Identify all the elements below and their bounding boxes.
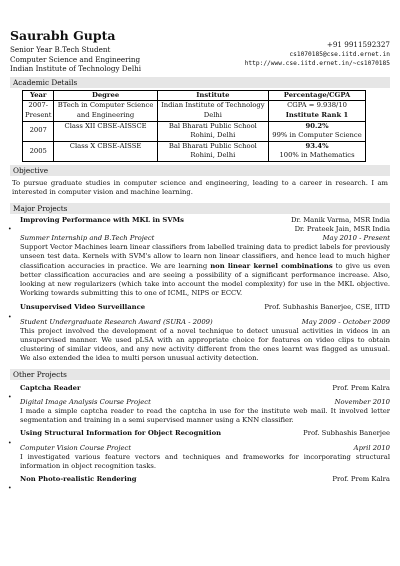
project-kind: Student Undergraduate Research Award (SURA - 2009) — [20, 317, 213, 326]
col-score: Percentage/CGPA — [269, 90, 366, 101]
objective-text: To pursue graduate studies in computer science and engineering, leading to a career in research. I am interested in computer vision and machine learning. — [12, 178, 388, 197]
table-header-row — [23, 90, 366, 101]
project-date: May 2010 - Present — [322, 233, 390, 242]
section-major-projects: Major Projects — [10, 203, 390, 214]
bullet-icon: • — [8, 313, 12, 321]
table-row — [23, 141, 366, 161]
project-advisor: Prof. Subhashis Banerjee — [303, 429, 390, 438]
cell-score: 90.2% 99% in Computer Science — [269, 121, 366, 141]
cell-year: 2007 — [23, 121, 54, 141]
cell-institute: Bal Bharati Public School Rohini, Delhi — [157, 121, 268, 141]
cell-year: 2005 — [23, 141, 54, 161]
project-kind: Computer Vision Course Project — [20, 443, 132, 452]
bullet-icon: • — [8, 225, 12, 233]
project-title: Unsupervised Video Surveillance — [20, 303, 146, 312]
project-captcha — [10, 384, 390, 426]
academic-table — [22, 90, 366, 162]
header-left — [10, 28, 141, 74]
project-date: April 2010 — [353, 443, 390, 452]
table-row — [23, 101, 366, 121]
project-kind: Digital Image Analysis Course Project — [20, 397, 151, 406]
project-advisor: Prof. Prem Kalra — [332, 383, 390, 392]
header-right — [245, 28, 390, 69]
col-degree: Degree — [54, 90, 157, 101]
website-link[interactable]: http://www.cse.iitd.ernet.in/~cs1070185 — [244, 60, 390, 68]
cell-degree: BTech in Computer Science and Engineering — [54, 101, 157, 121]
project-advisor: Prof. Subhashis Banerjee, CSE, IITD — [264, 303, 390, 312]
project-description: I investigated various feature vectors and techniques and frameworks for incorporating structural information in object recognition tasks. — [20, 452, 390, 470]
project-description: I made a simple captcha reader to read the captcha in use for the institute web mail. It involved letter segmentation and training in a semi supervised manner using a KNN classifier. — [20, 406, 390, 425]
project-description: This project involved the development of a novel technique to detect unusual activities in videos in an unsupervised manner. We used pLSA with an appropriate choice for features on video clips to obtain clustering of similar videos, and any new activity different from the ones learnt was flagged as unusual. We also extended the idea to multi person unusual activity detection. — [20, 326, 390, 363]
header-line-department: Computer Science and Engineering — [10, 54, 141, 64]
bullet-icon: • — [8, 439, 12, 447]
col-institute: Institute — [157, 90, 268, 101]
cell-institute: Indian Institute of Technology Delhi — [157, 101, 268, 121]
project-kind: Summer Internship and B.Tech Project — [20, 233, 155, 242]
section-academic-details: Academic Details — [10, 77, 390, 88]
project-date: November 2010 — [334, 397, 390, 406]
project-title: Improving Performance with MKL in SVMs — [20, 215, 184, 224]
project-mkl — [10, 216, 390, 299]
section-other-projects: Other Projects — [10, 369, 390, 380]
resume-header — [10, 28, 390, 74]
cell-score: 93.4% 100% in Mathematics — [269, 141, 366, 161]
cell-institute: Bal Bharati Public School Rohini, Delhi — [157, 141, 268, 161]
phone-number: +91 9911592327 — [326, 40, 390, 49]
project-object-recognition — [10, 429, 390, 471]
project-date: May 2009 - October 2009 — [301, 317, 390, 326]
header-line-status: Senior Year B.Tech Student — [10, 45, 111, 54]
cell-score: CGPA = 9.938/10 Institute Rank 1 — [269, 101, 366, 121]
cell-year: 2007- Present — [23, 101, 54, 121]
project-title: Using Structural Information for Object Recognition — [20, 429, 222, 438]
project-advisor-2: Dr. Prateek Jain, MSR India — [294, 224, 390, 233]
cell-degree: Class XII CBSE-AISSCE — [54, 121, 157, 141]
table-row — [23, 121, 366, 141]
project-title: Captcha Reader — [20, 383, 81, 392]
email-address[interactable]: cs1070185@cse.iitd.ernet.in — [289, 50, 390, 58]
project-advisor: Dr. Manik Varma, MSR India — [290, 215, 390, 224]
section-objective: Objective — [10, 165, 390, 176]
project-video-surveillance — [10, 303, 390, 363]
candidate-name: Saurabh Gupta — [10, 28, 116, 43]
cell-degree: Class X CBSE-AISSE — [54, 141, 157, 161]
project-title: Non Photo-realistic Rendering — [20, 475, 137, 484]
project-description: Support Vector Machines learn linear classifiers from labelled training data to predict labels for previously unseen test data. Kernels with SVM's allow to learn non linear classifiers, and hence lead to much higher classification accuracies in practice. We are learning non linear kernel combinations to give us even better classification accuracies and are seeing a possibility of a significant performance increase. Also, looking at new regularizers (which take into account the model complexity) for use in the MKL objective. Working towards submitting this to one of ICML, NIPS or ECCV. — [20, 243, 391, 298]
header-line-institute: Indian Institute of Technology Delhi — [10, 64, 142, 74]
bullet-icon: • — [8, 485, 12, 493]
project-advisor: Prof. Prem Kalra — [332, 475, 390, 484]
col-year: Year — [23, 90, 54, 101]
project-npr — [8, 475, 390, 493]
bullet-icon: • — [8, 393, 12, 401]
resume-page — [8, 0, 391, 493]
